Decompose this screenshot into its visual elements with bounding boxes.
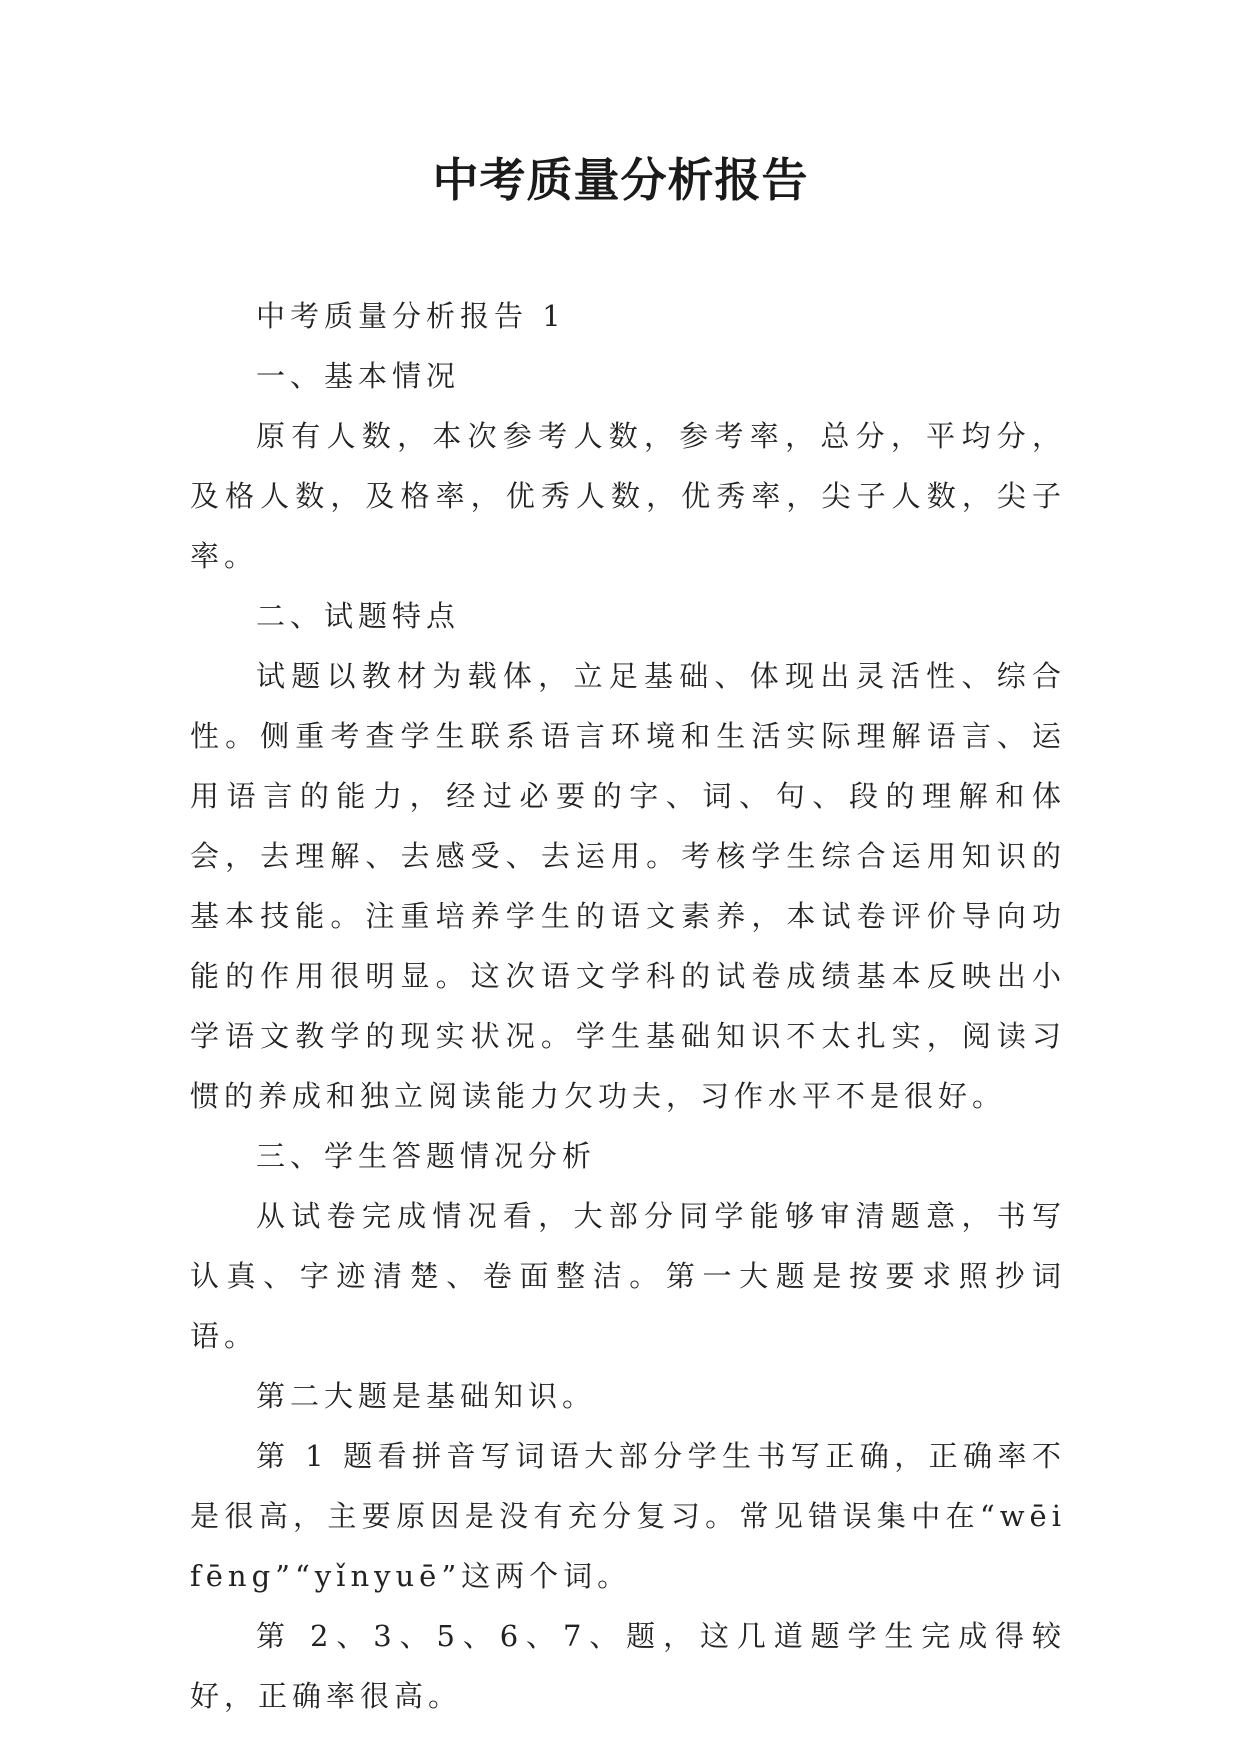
paragraph: 第 1 题看拼音写词语大部分学生书写正确，正确率不是很高，主要原因是没有充分复习。常见错误集中在“wēifēng”“yǐnyuē”这两个词。: [190, 1439, 1066, 1593]
paragraph: 第二大题是基础知识。: [256, 1379, 597, 1413]
paragraph: 试题以教材为载体，立足基础、体现出灵活性、综合性。侧重考查学生联系语言环境和生活实际理解语言、运用语言的能力，经过必要的字、词、句、段的理解和体会，去理解、去感受、去运用。考核学生综合运用知识的基本技能。注重培养学生的语文素养，本试卷评价导向功能的作用很明显。这次语文学科的试卷成绩基本反映出小学语文教学的现实状况。学生基础知识不太扎实，阅读习惯的养成和独立阅读能力欠功夫，习作水平不是很好。: [190, 659, 1066, 1113]
paragraph: 原有人数，本次参考人数，参考率，总分，平均分，及格人数，及格率，优秀人数，优秀率，尖子人数，尖子率。: [190, 419, 1066, 573]
document-title: 中考质量分析报告: [432, 153, 809, 207]
paragraph: 从试卷完成情况看，大部分同学能够审清题意，书写认真、字迹清楚、卷面整洁。第一大题是按要求照抄词语。: [190, 1199, 1066, 1353]
paragraph: 第 2、3、5、6、7、题，这几道题学生完成得较好，正确率很高。: [190, 1619, 1066, 1713]
section-heading: 一、基本情况: [256, 359, 461, 393]
document-body: [190, 286, 1066, 1726]
section-heading: 三、学生答题情况分析: [256, 1139, 597, 1173]
section-heading: 二、试题特点: [256, 599, 461, 633]
section-heading: 中考质量分析报告 1: [256, 299, 566, 333]
